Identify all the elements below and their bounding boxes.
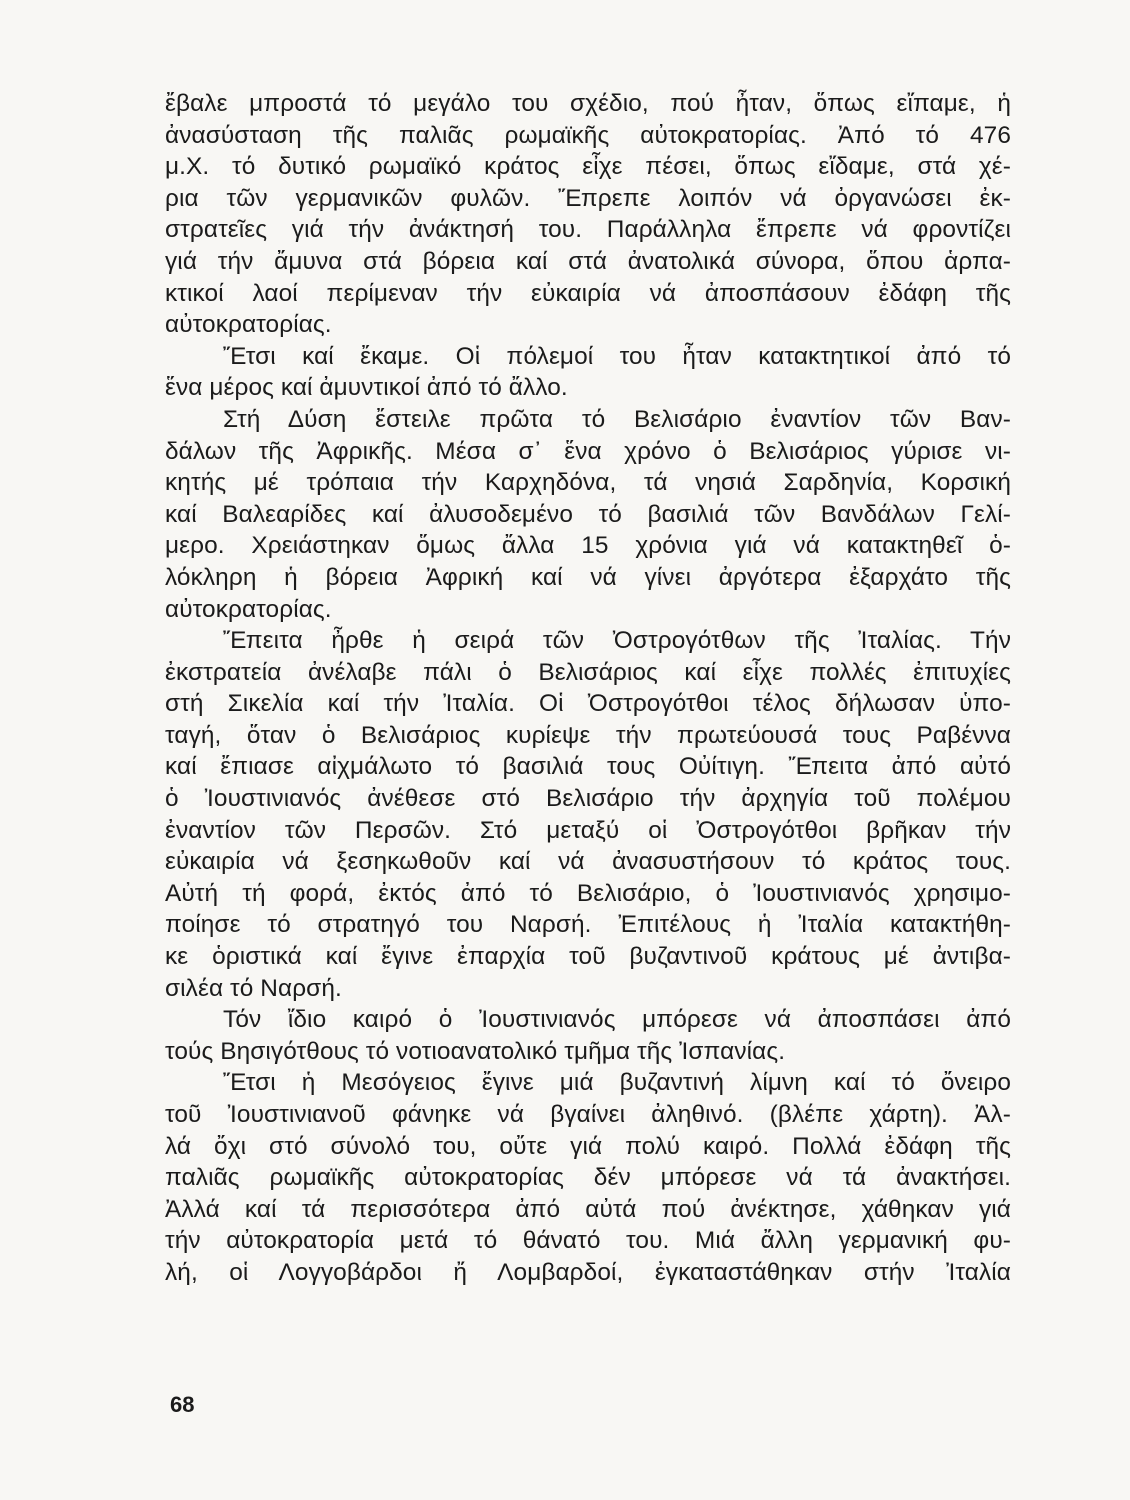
text-line: κτικοί λαοί περίμεναν τήν εὐκαιρία νά ἀποσπάσουν ἐδάφη τῆς — [165, 279, 1011, 307]
text-line: τήν αὐτοκρατορία μετά τό θάνατό του. Μιά ἄλλη γερμανική φυ- — [165, 1227, 1011, 1255]
text-line: ἔβαλε μπροστά τό μεγάλο του σχέδιο, πού ἦταν, ὅπως εἴπαμε, ἡ — [165, 90, 1011, 117]
text-line: ταγή, ὅταν ὁ Βελισάριος κυρίεψε τήν πρωτεύουσά τους Ραβέννα — [165, 721, 1011, 749]
text-line: λά ὄχι στό σύνολό του, οὔτε γιά πολύ καιρό. Πολλά ἐδάφη τῆς — [165, 1132, 1011, 1160]
text-line: ἐναντίον τῶν Περσῶν. Στό μεταξύ οἱ Ὀστρογότθοι βρῆκαν τήν — [165, 816, 1011, 844]
text-line: Αὐτή τή φορά, ἐκτός ἀπό τό Βελισάριο, ὁ Ἰουστινιανός χρησιμο- — [165, 879, 1011, 907]
text-line: τοῦ Ἰουστινιανοῦ φάνηκε νά βγαίνει ἀληθινό. (βλέπε χάρτη). Ἀλ- — [165, 1101, 1011, 1128]
page-number: 68 — [170, 1392, 195, 1417]
text-line: παλιᾶς ρωμαϊκῆς αὐτοκρατορίας δέν μπόρεσε νά τά ἀνακτήσει. — [165, 1164, 1011, 1192]
text-line: Ἔτσι ἡ Μεσόγειος ἔγινε μιά βυζαντινή λίμνη καί τό ὄνειρο — [223, 1069, 1011, 1097]
text-line: μ.Χ. τό δυτικό ρωμαϊκό κράτος εἶχε πέσει, ὅπως εἴδαμε, στά χέ- — [165, 153, 1011, 181]
text-line: στρατεῖες γιά τήν ἀνάκτησή του. Παράλληλα ἔπρεπε νά φροντίζει — [165, 216, 1011, 244]
text-line: Τόν ἴδιο καιρό ὁ Ἰουστινιανός μπόρεσε νά ἀποσπάσει ἀπό — [223, 1006, 1011, 1034]
text-line: ρια τῶν γερμανικῶν φυλῶν. Ἔπρεπε λοιπόν νά ὀργανώσει ἐκ- — [165, 184, 1011, 212]
text-line: λή, οἱ Λογγοβάρδοι ἤ Λομβαρδοί, ἐγκαταστάθηκαν στήν Ἰταλία — [165, 1258, 1011, 1286]
text-line: αὐτοκρατορίας. — [165, 595, 332, 623]
text-line: μερο. Χρειάστηκαν ὅμως ἄλλα 15 χρόνια γιά νά κατακτηθεῖ ὁ- — [165, 532, 1011, 560]
text-line: λόκληρη ἡ βόρεια Ἀφρική καί νά γίνει ἀργότερα ἐξαρχάτο τῆς — [165, 563, 1011, 591]
text-line: Ἔτσι καί ἔκαμε. Οἱ πόλεμοί του ἦταν κατακτητικοί ἀπό τό — [223, 342, 1011, 370]
text-line: καί ἔπιασε αἰχμάλωτο τό βασιλιά τους Οὐίτιγη. Ἔπειτα ἀπό αὐτό — [165, 753, 1011, 781]
text-line: Ἀλλά καί τά περισσότερα ἀπό αὐτά πού ἀνέκτησε, χάθηκαν γιά — [165, 1195, 1011, 1223]
text-line: τούς Βησιγότθους τό νοτιοανατολικό τμῆμα τῆς Ἰσπανίας. — [165, 1037, 786, 1065]
text-line: γιά τήν ἄμυνα στά βόρεια καί στά ἀνατολικά σύνορα, ὅπου ἁρπα- — [165, 247, 1011, 275]
text-line: ποίησε τό στρατηγό του Ναρσή. Ἐπιτέλους ἡ Ἰταλία κατακτήθη- — [165, 911, 1011, 939]
text-line: αὐτοκρατορίας. — [165, 311, 332, 339]
text-line: ἕνα μέρος καί ἀμυντικοί ἀπό τό ἄλλο. — [165, 374, 568, 402]
text-line: κε ὁριστικά καί ἔγινε ἐπαρχία τοῦ βυζαντινοῦ κράτους μέ ἀντιβα- — [165, 943, 1011, 971]
text-line: Στή Δύση ἔστειλε πρῶτα τό Βελισάριο ἐναντίον τῶν Βαν- — [223, 405, 1011, 433]
text-line: εὐκαιρία νά ξεσηκωθοῦν καί νά ἀνασυστήσουν τό κράτος τους. — [165, 848, 1011, 876]
text-line: ἀνασύσταση τῆς παλιᾶς ρωμαϊκῆς αὐτοκρατορίας. Ἀπό τό 476 — [165, 121, 1011, 149]
text-line: κητής μέ τρόπαια τήν Καρχηδόνα, τά νησιά Σαρδηνία, Κορσική — [165, 469, 1011, 497]
body-text — [165, 88, 1011, 1289]
text-line: στή Σικελία καί τήν Ἰταλία. Οἱ Ὀστρογότθοι τέλος δήλωσαν ὑπο- — [165, 690, 1011, 718]
text-line: σιλέα τό Ναρσή. — [165, 974, 342, 1002]
text-line: δάλων τῆς Ἀφρικῆς. Μέσα σ᾽ ἕνα χρόνο ὁ Βελισάριος γύρισε νι- — [165, 437, 1011, 465]
text-line: Ἔπειτα ἦρθε ἡ σειρά τῶν Ὀστρογότθων τῆς Ἰταλίας. Τήν — [223, 627, 1011, 655]
text-line: ὁ Ἰουστινιανός ἀνέθεσε στό Βελισάριο τήν ἀρχηγία τοῦ πολέμου — [165, 785, 1011, 813]
text-line: ἐκστρατεία ἀνέλαβε πάλι ὁ Βελισάριος καί εἶχε πολλές ἐπιτυχίες — [165, 658, 1011, 686]
text-line: καί Βαλεαρίδες καί ἀλυσοδεμένο τό βασιλιά τῶν Βανδάλων Γελί- — [165, 500, 1011, 528]
